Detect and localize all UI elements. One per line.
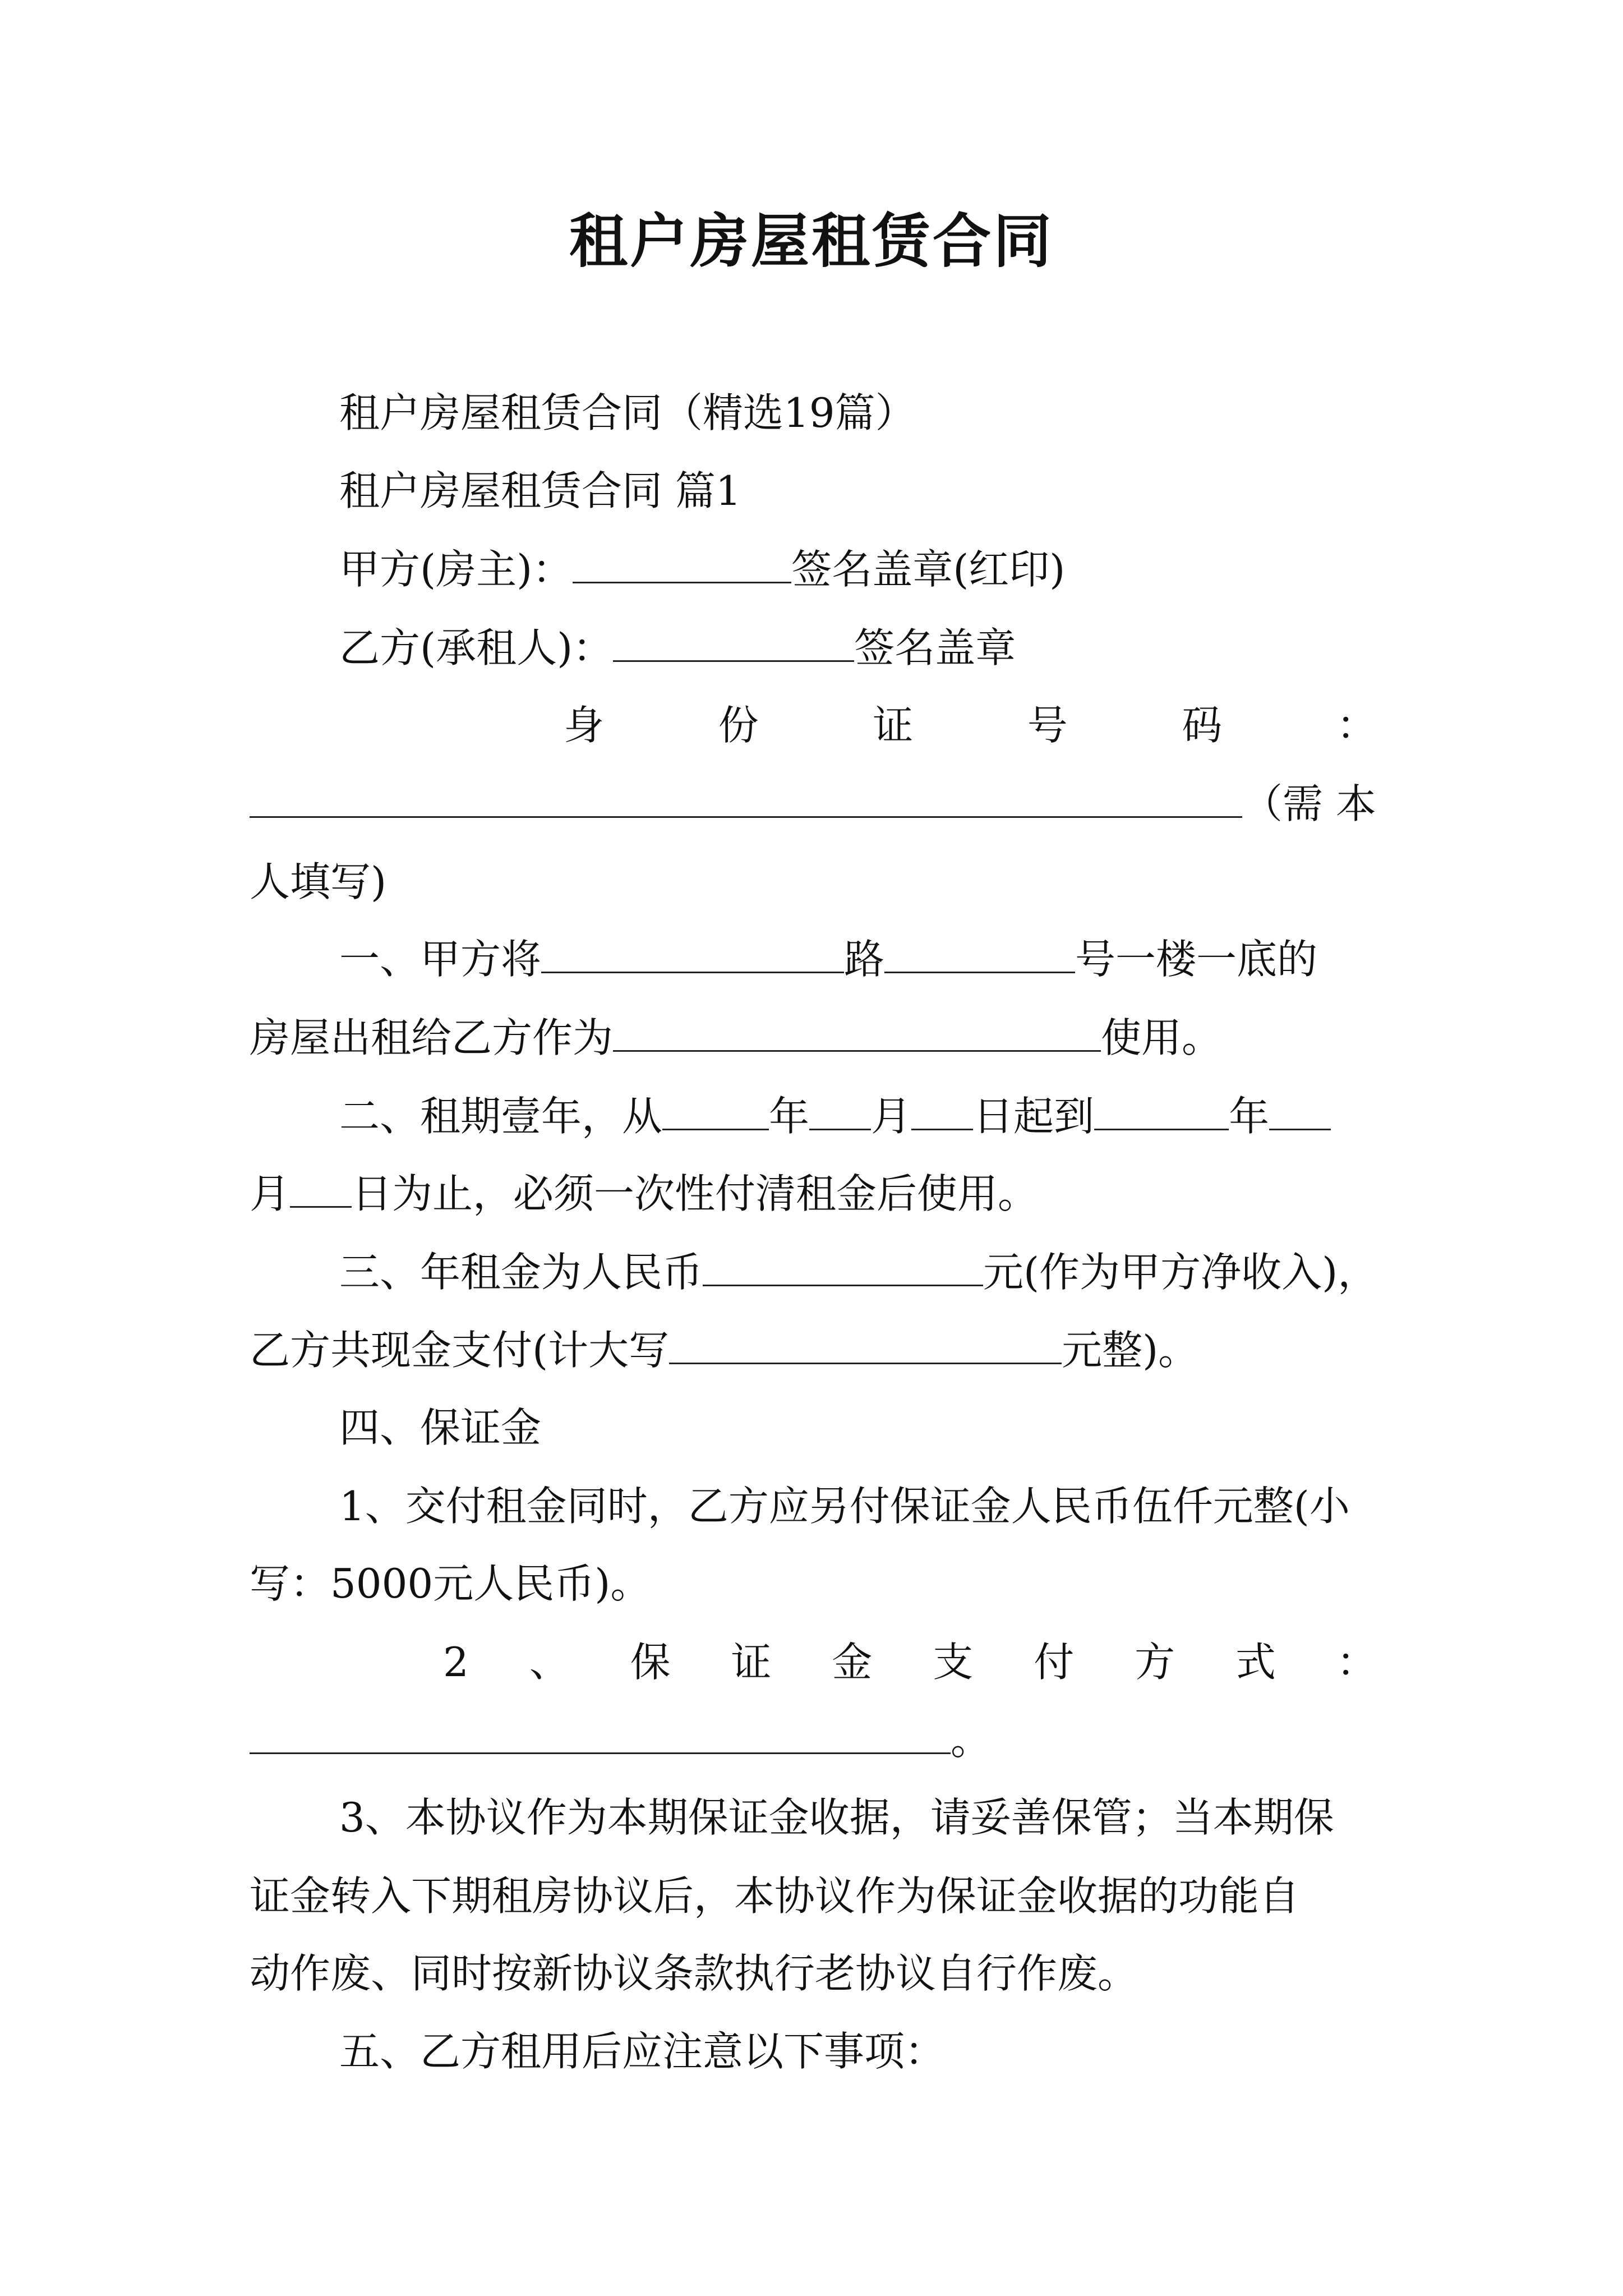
method-char: 、 xyxy=(529,1639,570,1686)
method-char: 方 xyxy=(1135,1639,1175,1686)
clause-3-text-2: 元(作为甲方净收入)， xyxy=(983,1249,1378,1296)
method-char: 保 xyxy=(630,1639,671,1686)
usage-blank[interactable] xyxy=(613,1011,1101,1052)
clause-1-line-2 xyxy=(250,1010,1388,1066)
id-number-line xyxy=(250,776,1388,832)
party-b-blank[interactable] xyxy=(613,621,854,662)
id-number-label xyxy=(564,697,1377,753)
clause-4-3-line: 3、本协议作为本期保证金收据，请妥善保管；当本期保 xyxy=(339,1794,1334,1841)
clause-1-text-2: 号一楼一底的 xyxy=(1075,936,1318,983)
party-a-line xyxy=(339,541,1388,597)
month-label: 月 xyxy=(250,1170,291,1217)
party-a-blank[interactable] xyxy=(573,542,791,583)
method-char: ： xyxy=(1336,1639,1377,1686)
year-label: 年 xyxy=(769,1093,810,1140)
end-year-blank[interactable] xyxy=(1094,1089,1229,1130)
party-b-line xyxy=(339,620,1388,676)
number-blank[interactable] xyxy=(884,932,1075,973)
party-a-sign-label: 签名盖章(红印) xyxy=(791,546,1066,593)
clause-4-1-line: 1、交付租金同时，乙方应另付保证金人民币伍仟元整(小 xyxy=(339,1483,1350,1530)
clause-1-text-3: 房屋出租给乙方作为 xyxy=(250,1014,614,1061)
to-label: 日起到 xyxy=(973,1093,1095,1140)
clause-5-heading: 五、乙方租用后应注意以下事项： xyxy=(339,2028,946,2075)
year-label: 年 xyxy=(1229,1093,1270,1140)
id-char: 码 xyxy=(1182,702,1223,749)
fill-note-cont: 人填写) xyxy=(250,858,387,905)
clause-3-line xyxy=(339,1244,1388,1300)
month-label: 月 xyxy=(871,1093,912,1140)
id-char: 证 xyxy=(873,702,914,749)
section-heading: 租户房屋租赁合同 篇1 xyxy=(339,467,741,514)
clause-2-text-2: 日为止，必须一次性付清租金后使用。 xyxy=(352,1170,1039,1217)
party-a-label: 甲方(房主)： xyxy=(339,546,573,593)
road-blank[interactable] xyxy=(541,932,844,973)
clause-4-1-line-2: 写：5000元人民币)。 xyxy=(250,1560,651,1607)
clause-3-text: 三、年租金为人民币 xyxy=(339,1249,703,1296)
clause-2-line-2 xyxy=(250,1166,1388,1222)
start-year-blank[interactable] xyxy=(662,1089,769,1130)
id-char: 身 xyxy=(564,702,605,749)
clause-4-3-line-2: 证金转入下期租房协议后，本协议作为保证金收据的功能自 xyxy=(250,1872,1300,1920)
id-number-blank[interactable] xyxy=(250,777,1242,818)
id-char: 号 xyxy=(1027,702,1068,749)
clause-1-text: 一、甲方将 xyxy=(339,936,542,983)
party-b-sign-label: 签名盖章 xyxy=(854,624,1016,671)
start-day-blank[interactable] xyxy=(911,1089,973,1130)
clause-3-text-4: 元整)。 xyxy=(1062,1327,1199,1374)
start-month-blank[interactable] xyxy=(809,1089,871,1130)
fill-note: （需 本 xyxy=(1242,780,1376,827)
method-char: 付 xyxy=(1034,1639,1075,1686)
deposit-method-label xyxy=(443,1634,1377,1690)
end-month-blank[interactable] xyxy=(1269,1089,1331,1130)
method-char: 2 xyxy=(443,1639,469,1686)
subtitle-line: 租户房屋租赁合同（精选19篇） xyxy=(339,389,916,436)
clause-4-3-line-3: 动作废、同时按新协议条款执行老协议自行作废。 xyxy=(250,1950,1138,1997)
rent-amount-blank[interactable] xyxy=(703,1245,983,1286)
method-char: 式 xyxy=(1235,1639,1276,1686)
period-mark: 。 xyxy=(951,1717,992,1764)
clause-2-line xyxy=(339,1088,1388,1144)
method-char: 证 xyxy=(731,1639,772,1686)
id-char: ： xyxy=(1336,702,1377,749)
party-b-label: 乙方(承租人)： xyxy=(339,624,614,671)
end-day-blank[interactable] xyxy=(290,1167,352,1208)
deposit-method-line xyxy=(250,1712,1388,1768)
road-label: 路 xyxy=(844,936,885,983)
clause-2-text: 二、租期壹年，从 xyxy=(339,1093,663,1140)
method-char: 支 xyxy=(933,1639,974,1686)
clause-1-text-4: 使用。 xyxy=(1101,1014,1223,1061)
id-char: 份 xyxy=(718,702,759,749)
clause-3-text-3: 乙方共现金支付(计大写 xyxy=(250,1327,670,1374)
clause-1-line xyxy=(339,931,1388,987)
clause-3-line-2 xyxy=(250,1322,1388,1378)
rent-words-blank[interactable] xyxy=(669,1323,1062,1364)
deposit-method-blank[interactable] xyxy=(250,1713,951,1754)
method-char: 金 xyxy=(832,1639,873,1686)
document-title: 租户房屋租赁合同 xyxy=(569,206,1054,275)
clause-4-heading: 四、保证金 xyxy=(339,1404,542,1451)
